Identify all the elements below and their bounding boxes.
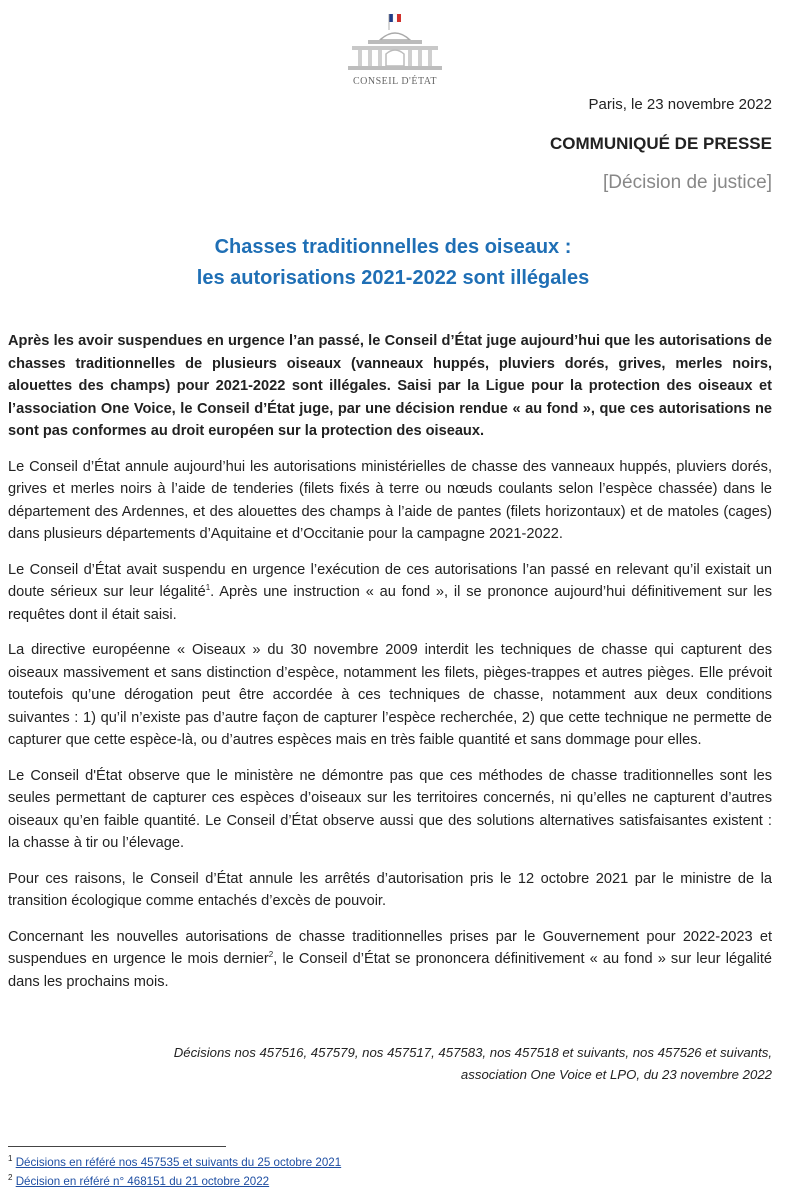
footnote-1-number: 1	[8, 1154, 13, 1164]
paragraph-2	[8, 559, 772, 627]
footnote-1-link[interactable]: Décisions en référé nos 457535 et suivants du 25 octobre 2021	[15, 1156, 342, 1169]
lead-paragraph: Après les avoir suspendues en urgence l’an passé, le Conseil d’État juge aujourd’hui que les autorisations de chasses traditionnelles de plusieurs oiseaux (vanneaux huppés, pluviers dorés, grives, merles noirs, alouettes des champs) pour 2021-2022 sont illégales. Saisi par la Ligue pour la protection des oiseaux et l’association One Voice, le Conseil d’État juge, par une décision rendue « au fond », que ces autorisations ne sont pas conformes au droit européen sur la protection des oiseaux.	[8, 333, 772, 439]
footnote-divider	[8, 1146, 226, 1147]
paragraph-6-text-b: , le Conseil d’État se prononcera définitivement « au fond » sur leur légalité dans les prochains mois.	[8, 951, 772, 990]
title-line-2: les autorisations 2021-2022 sont illégales	[196, 267, 590, 289]
paragraph-4: Le Conseil d'État observe que le ministère ne démontre pas que ces méthodes de chasse traditionnelles sont les seules permettant de capturer ces espèces d’oiseaux sur les territoires concernés, ni qu’elles ne capturent d’autres oiseaux qu’en faible quantité. Le Conseil d’État observe aussi que des solutions alternatives satisfaisantes existent : la chasse à tir ou l’élevage.	[8, 767, 772, 851]
press-release-label: COMMUNIQUÉ DE PRESSE	[550, 134, 772, 153]
footnote-2	[8, 1172, 341, 1191]
references-line-2: association One Voice et LPO, du 23 novembre 2022	[460, 1067, 772, 1082]
footnote-1	[8, 1153, 341, 1172]
decision-references	[172, 1042, 772, 1086]
paragraph-1: Le Conseil d’État annule aujourd’hui les autorisations ministérielles de chasse des vanneaux huppés, pluviers dorés, grives et merles noirs à l’aide de tenderies (filets fixés à terre ou nœuds coulants selon l’espèce chassée) dans le département des Ardennes, et des alouettes des champs à l’aide de pantes (filets horizontaux) et de matoles (cages) dans plusieurs départements d’Aquitaine et d’Occitanie pour la campagne 2021-2022.	[8, 458, 772, 542]
paragraph-6	[8, 926, 772, 994]
paragraph-2-text-b: . Après une instruction « au fond », il se prononce aujourd’hui définitivement sur les requêtes dont il était saisi.	[8, 584, 772, 623]
title-line-1: Chasses traditionnelles des oiseaux :	[214, 236, 572, 258]
category-label: [Décision de justice]	[603, 172, 772, 193]
paragraph-6-text-a: Concernant les nouvelles autorisations de chasse traditionnelles prises par le Gouvernement pour 2022-2023 et suspendues en urgence le mois dernier	[8, 928, 772, 967]
page-title	[0, 232, 786, 294]
building-icon	[340, 12, 450, 78]
footnote-ref-2[interactable]: 2	[268, 950, 274, 960]
paragraph-2-text-a: Le Conseil d’État avait suspendu en urgence l’exécution de ces autorisations l’an passé en relevant qu’il existait un doute sérieux sur leur légalité	[8, 561, 772, 600]
references-line-1: Décisions nos 457516, 457579, nos 457517, 457583, nos 457518 et suivants, nos 457526 et suivants,	[173, 1045, 772, 1060]
footnote-2-number: 2	[8, 1173, 13, 1183]
paragraph-3: La directive européenne « Oiseaux » du 30 novembre 2009 interdit les techniques de chasse qui capturent des oiseaux massivement et sans distinction d’espèce, notamment les filets, pièges-trappes et autres pièges. Elle prévoit toutefois qu’une dérogation peut être accordée à ces techniques de chasse, notamment aux deux conditions suivantes : 1) qu’il n’existe pas d’autre façon de capturer l’espèce recherchée, 2) que cette technique ne permette de capturer que cette espèce-là, ou d’autres espèces mais en très faible quantité et sans dommage pour elles.	[8, 642, 772, 748]
footnotes	[8, 1153, 341, 1191]
date-line: Paris, le 23 novembre 2022	[588, 96, 772, 113]
article-body	[8, 330, 772, 1006]
paragraph-5: Pour ces raisons, le Conseil d’État annule les arrêtés d’autorisation pris le 12 octobre 2021 par le ministre de la transition écologique comme entachés d’excès de pouvoir.	[8, 870, 772, 909]
conseil-etat-logo	[340, 12, 450, 92]
footnote-ref-1[interactable]: 1	[205, 583, 211, 593]
logo-text: CONSEIL D'ÉTAT	[352, 76, 437, 87]
footnote-2-link[interactable]: Décision en référé n° 468151 du 21 octobre 2022	[15, 1175, 270, 1188]
